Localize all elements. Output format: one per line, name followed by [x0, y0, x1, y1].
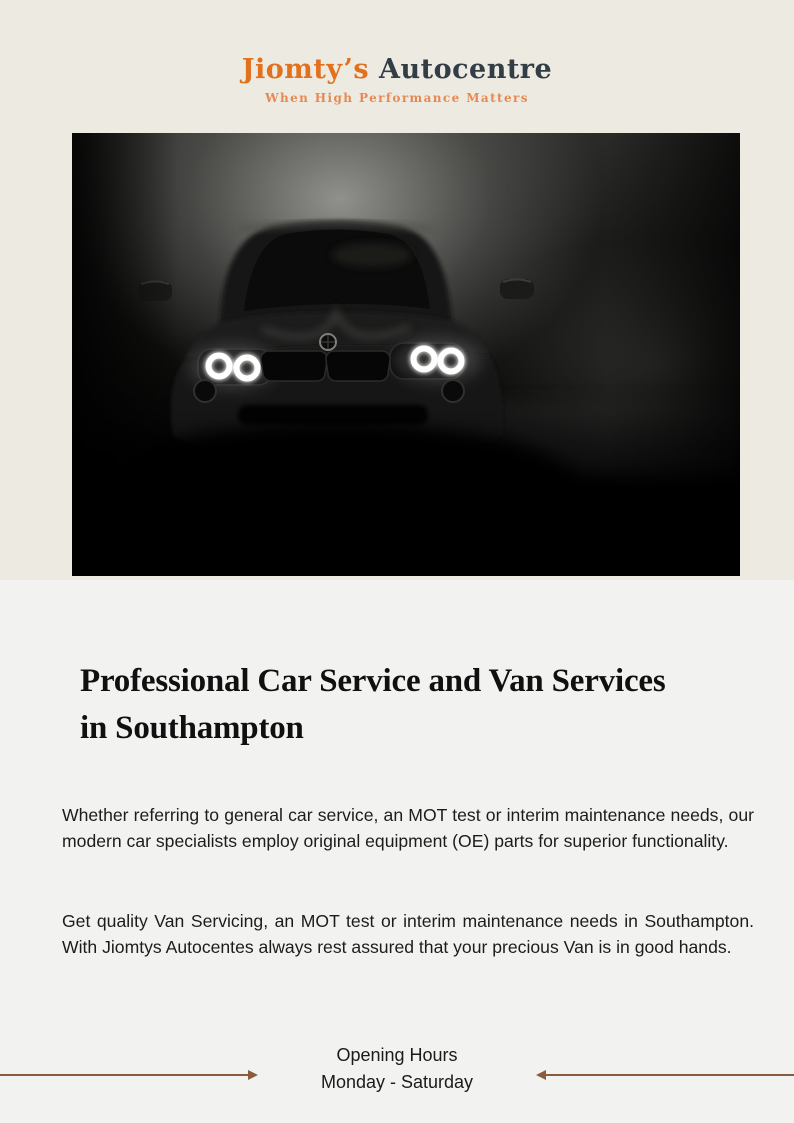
- right-mirror-highlight: [503, 280, 531, 283]
- hood-highlight: [262, 313, 410, 337]
- hood-badge-cross: [321, 335, 335, 349]
- content-section: [0, 580, 794, 1123]
- left-fog-lamp: [194, 380, 216, 402]
- left-headlight: [198, 349, 272, 385]
- hood: [184, 312, 490, 361]
- left-arrow-icon: [0, 1074, 256, 1076]
- right-arrow-icon: [538, 1074, 794, 1076]
- ground-shadow: [96, 423, 576, 547]
- right-headlight-bloom: [394, 338, 482, 382]
- hood-badge: [320, 334, 336, 350]
- second-paragraph: Get quality Van Servicing, an MOT test or interim maintenance needs in Southampton. With Jiomtys Autocentes always rest assured that your precious Van is in good hands.: [62, 911, 754, 957]
- intro-paragraph: Whether referring to general car service, an MOT test or interim maintenance needs, our modern car specialists employ original equipment (OE) parts for superior functionality.: [62, 805, 754, 851]
- windshield-reflection: [332, 243, 412, 267]
- left-mirror: [138, 281, 172, 301]
- left-headlight-bloom: [189, 345, 277, 389]
- bumper-intake: [238, 405, 428, 425]
- left-mirror-highlight: [141, 282, 169, 285]
- opening-days: Monday - Saturday: [320, 1072, 474, 1092]
- windshield: [244, 230, 430, 312]
- right-headlight: [390, 343, 464, 379]
- roof-highlight: [240, 223, 432, 230]
- car-in-fog-illustration: [72, 133, 740, 576]
- foggy-field-band: [452, 401, 740, 473]
- brand-name-secondary: Autocentre: [379, 54, 553, 85]
- hero-photo: [72, 133, 740, 576]
- brand-name-primary: Jiomty’s: [241, 54, 370, 85]
- right-mirror: [500, 279, 534, 299]
- front-bumper: [171, 346, 503, 456]
- kidney-grille: [261, 351, 390, 381]
- angel-eye-rings: [209, 349, 462, 379]
- brand-tagline: When High Performance Matters: [265, 91, 529, 105]
- page-title-line1: Professional Car Service and Van Services: [80, 663, 666, 700]
- car-cabin: [220, 221, 452, 338]
- opening-hours: [0, 1042, 794, 1096]
- opening-hours-label: Opening Hours: [336, 1045, 458, 1065]
- brand-logo: [0, 54, 794, 85]
- page-title-line2: in Southampton: [80, 710, 304, 747]
- page-title: [80, 658, 780, 752]
- right-fog-lamp: [442, 380, 464, 402]
